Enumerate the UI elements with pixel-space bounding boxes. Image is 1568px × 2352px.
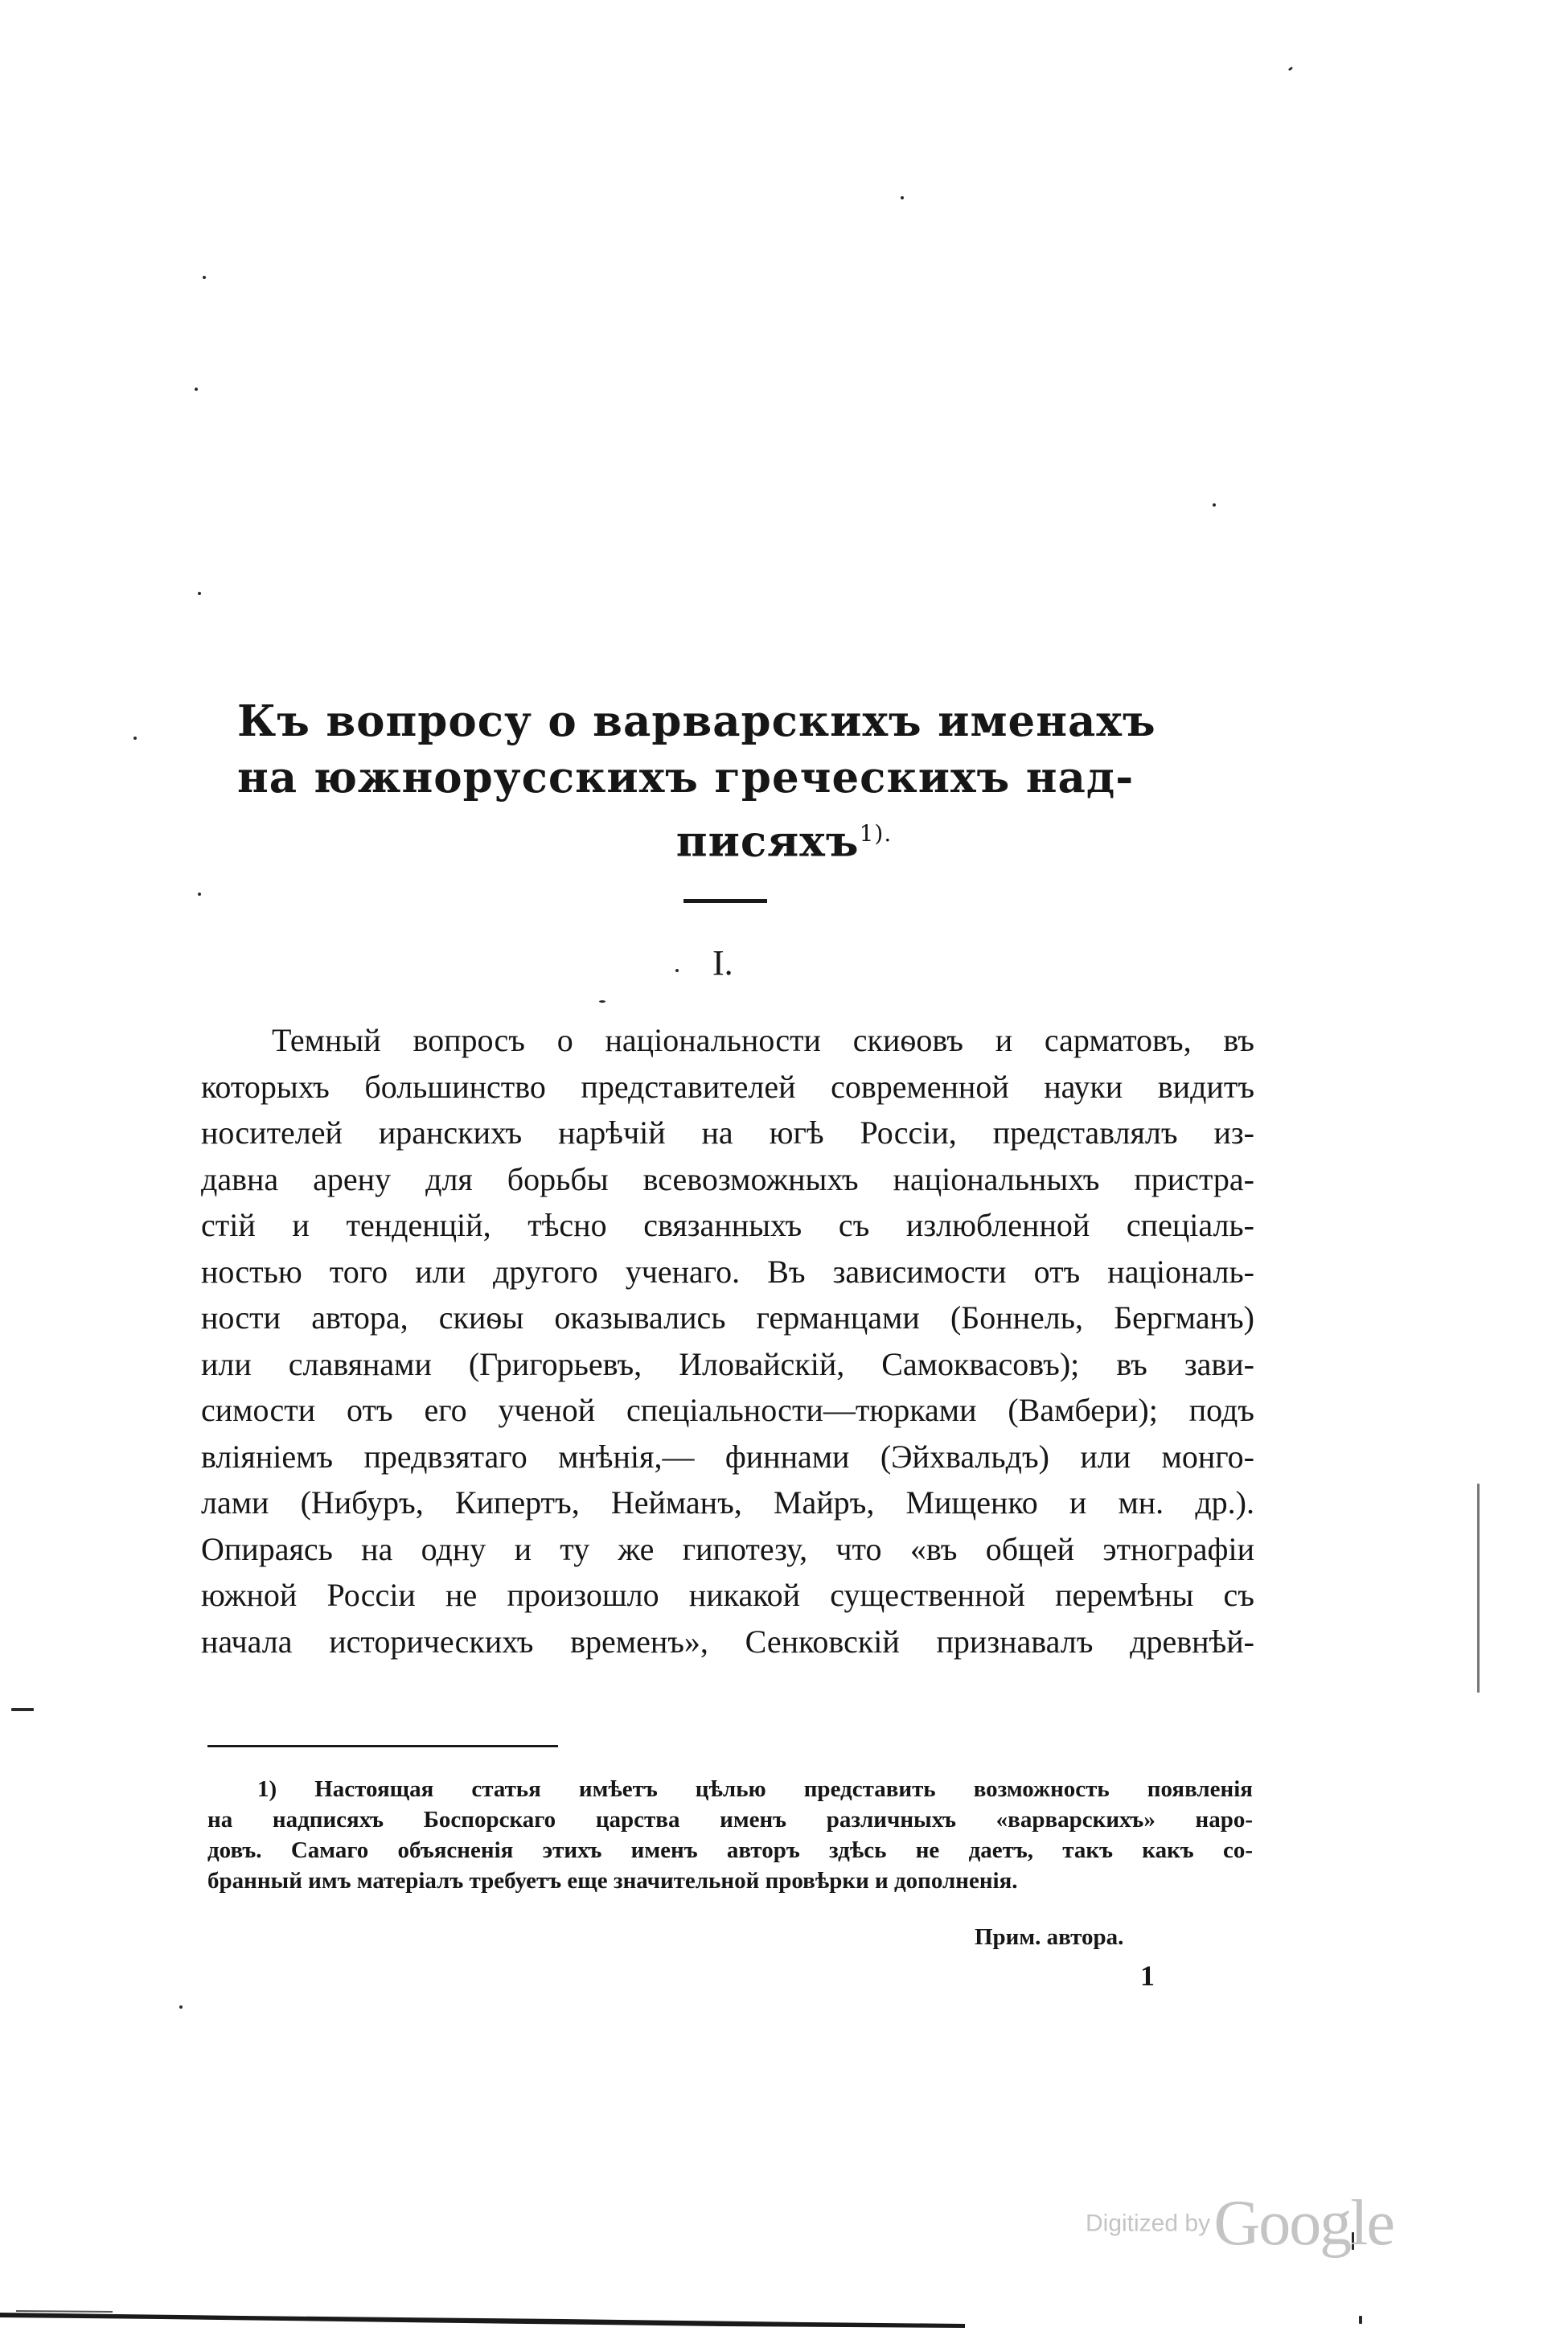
title-line-1: Къ вопросу о варварскихъ именахъ — [237, 696, 1156, 746]
scan-speck — [1477, 1484, 1480, 1693]
digitized-watermark — [1086, 2187, 1394, 2260]
title-footnote-marker[interactable]: 1). — [859, 820, 893, 847]
scan-speck — [1213, 503, 1216, 507]
body-line: или славянами (Григорьевъ, Иловайскій, Самоквасовъ); въ зави- — [201, 1345, 1254, 1382]
body-line: начала историческихъ временъ», Сенковскій признавалъ древнѣй- — [201, 1623, 1254, 1660]
body-paragraph — [201, 1017, 1254, 1664]
body-line: Опираясь на одну и ту же гипотезу, что «въ общей этнографіи — [201, 1530, 1254, 1567]
scan-speck — [198, 893, 201, 896]
body-line: Темный вопросъ о національности скиѳовъ и сарматовъ, въ — [272, 1022, 1254, 1058]
body-line: южной Россіи не произошло никакой существенной перемѣны съ — [201, 1577, 1254, 1613]
scan-speck — [599, 1000, 605, 1003]
body-line: стій и тенденцій, тѣсно связанныхъ съ излюбленной спеціаль- — [201, 1207, 1254, 1243]
title-divider — [683, 899, 767, 903]
body-line: ности автора, скиѳы оказывались германцами (Боннель, Бергманъ) — [201, 1299, 1254, 1336]
title-line-3-text: писяхъ — [675, 816, 860, 867]
page-number: 1 — [1140, 1960, 1155, 1992]
body-line: которыхъ большинство представителей современной науки видитъ — [201, 1068, 1254, 1105]
body-line: лами (Нибуръ, Кипертъ, Нейманъ, Майръ, Мищенко и мн. др.). — [201, 1484, 1254, 1521]
scan-speck — [198, 592, 201, 595]
article-title — [193, 693, 1254, 870]
footnote-line: бранный имъ матеріалъ требуетъ еще значительной провѣрки и дополненія. — [207, 1868, 1018, 1894]
footnote-divider — [207, 1745, 558, 1747]
footnote-line: довъ. Самаго объясненія этихъ именъ авторъ здѣсь не даетъ, такъ какъ со- — [207, 1837, 1253, 1863]
scan-speck — [179, 2005, 183, 2009]
title-line-3 — [193, 806, 1254, 870]
scan-speck — [203, 276, 206, 279]
body-line: ностью того или другого ученаго. Въ зависимости отъ національ- — [201, 1253, 1254, 1290]
scan-speck — [901, 196, 904, 199]
title-line-2: на южнорусскихъ греческихъ над- — [237, 753, 1135, 802]
body-line: давна арену для борьбы всевозможныхъ національныхъ пристра- — [201, 1160, 1254, 1197]
scan-speck — [195, 388, 198, 391]
watermark-prefix: Digitized by — [1086, 2210, 1211, 2237]
footnote-line: на надписяхъ Боспорскаго царства именъ различныхъ «варварскихъ» наро- — [207, 1807, 1253, 1833]
body-line: симости отъ его ученой спеціальности—тюрками (Вамбери); подъ — [201, 1392, 1254, 1428]
scan-edge-shadow — [0, 2306, 1568, 2330]
footnote-line: 1) Настоящая статья имѣетъ цѣлью представить возможность появленія — [257, 1776, 1253, 1802]
body-line: носителей иранскихъ нарѣчій на югѣ Россіи, представлялъ из- — [201, 1114, 1254, 1151]
section-number: I. — [712, 943, 733, 983]
watermark-brand: Google — [1213, 2188, 1394, 2259]
footnote-signature: Прим. автора. — [975, 1924, 1124, 1950]
scan-speck — [675, 969, 679, 972]
scan-speck — [1288, 67, 1294, 72]
scan-speck — [11, 1708, 34, 1711]
footnote — [207, 1774, 1253, 1896]
scan-speck — [133, 737, 137, 740]
body-line: вліяніемъ предвзятаго мнѣнія,— финнами (Эйхвальдъ) или монго- — [201, 1438, 1254, 1475]
